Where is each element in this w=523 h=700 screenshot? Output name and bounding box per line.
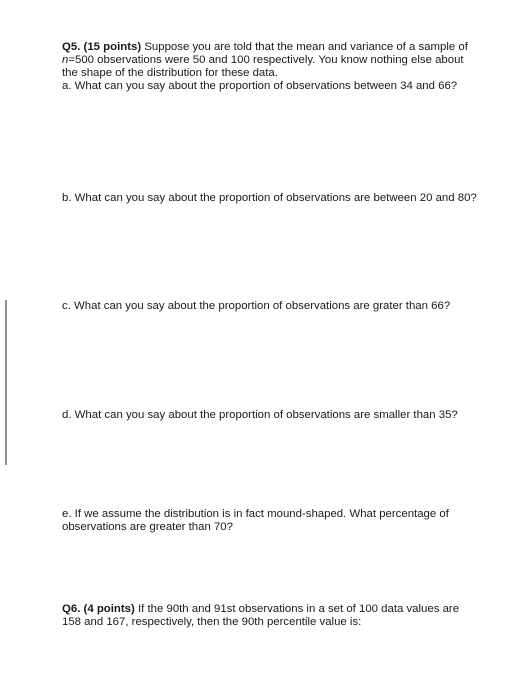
q5-intro-text-1: Suppose you are told that the mean and variance of a sample of — [144, 41, 468, 53]
q5-points: (15 points) — [83, 41, 142, 53]
q5-part-d-block — [62, 409, 512, 422]
q5-n-variable: n — [62, 54, 69, 66]
q5-part-e-line-2: observations are greater than 70? — [62, 521, 233, 533]
q5-intro-text-2: =500 observations were 50 and 100 respectively. You know nothing else about — [68, 54, 464, 66]
q6-text-1: If the 90th and 91st observations in a set of 100 data values are — [137, 603, 460, 615]
scrollbar[interactable] — [5, 300, 7, 465]
q5-intro-line-2 — [62, 54, 512, 67]
q5-part-d: d. What can you say about the proportion of observations are smaller than 35? — [62, 409, 458, 421]
q6-number: Q6. — [62, 603, 81, 615]
q5-intro-line-1 — [62, 41, 512, 54]
q5-part-e-line-1: e. If we assume the distribution is in fact mound-shaped. What percentage of — [62, 508, 449, 520]
question-6 — [62, 603, 512, 629]
q5-part-c-block — [62, 300, 512, 313]
q6-points: (4 points) — [83, 603, 135, 615]
q6-line-1 — [62, 603, 512, 616]
q5-number: Q5. — [62, 41, 81, 53]
q5-part-b: b. What can you say about the proportion of observations are between 20 and 80? — [62, 192, 477, 204]
q6-line-2: 158 and 167, respectively, then the 90th percentile value is: — [62, 616, 362, 628]
q5-part-e-block — [62, 508, 512, 534]
q5-part-b-block — [62, 192, 512, 205]
q5-part-a: a. What can you say about the proportion of observations between 34 and 66? — [62, 80, 458, 92]
question-5 — [62, 41, 512, 93]
q5-intro-line-3: the shape of the distribution for these data. — [62, 67, 278, 79]
q5-part-c: c. What can you say about the proportion of observations are grater than 66? — [62, 300, 451, 312]
